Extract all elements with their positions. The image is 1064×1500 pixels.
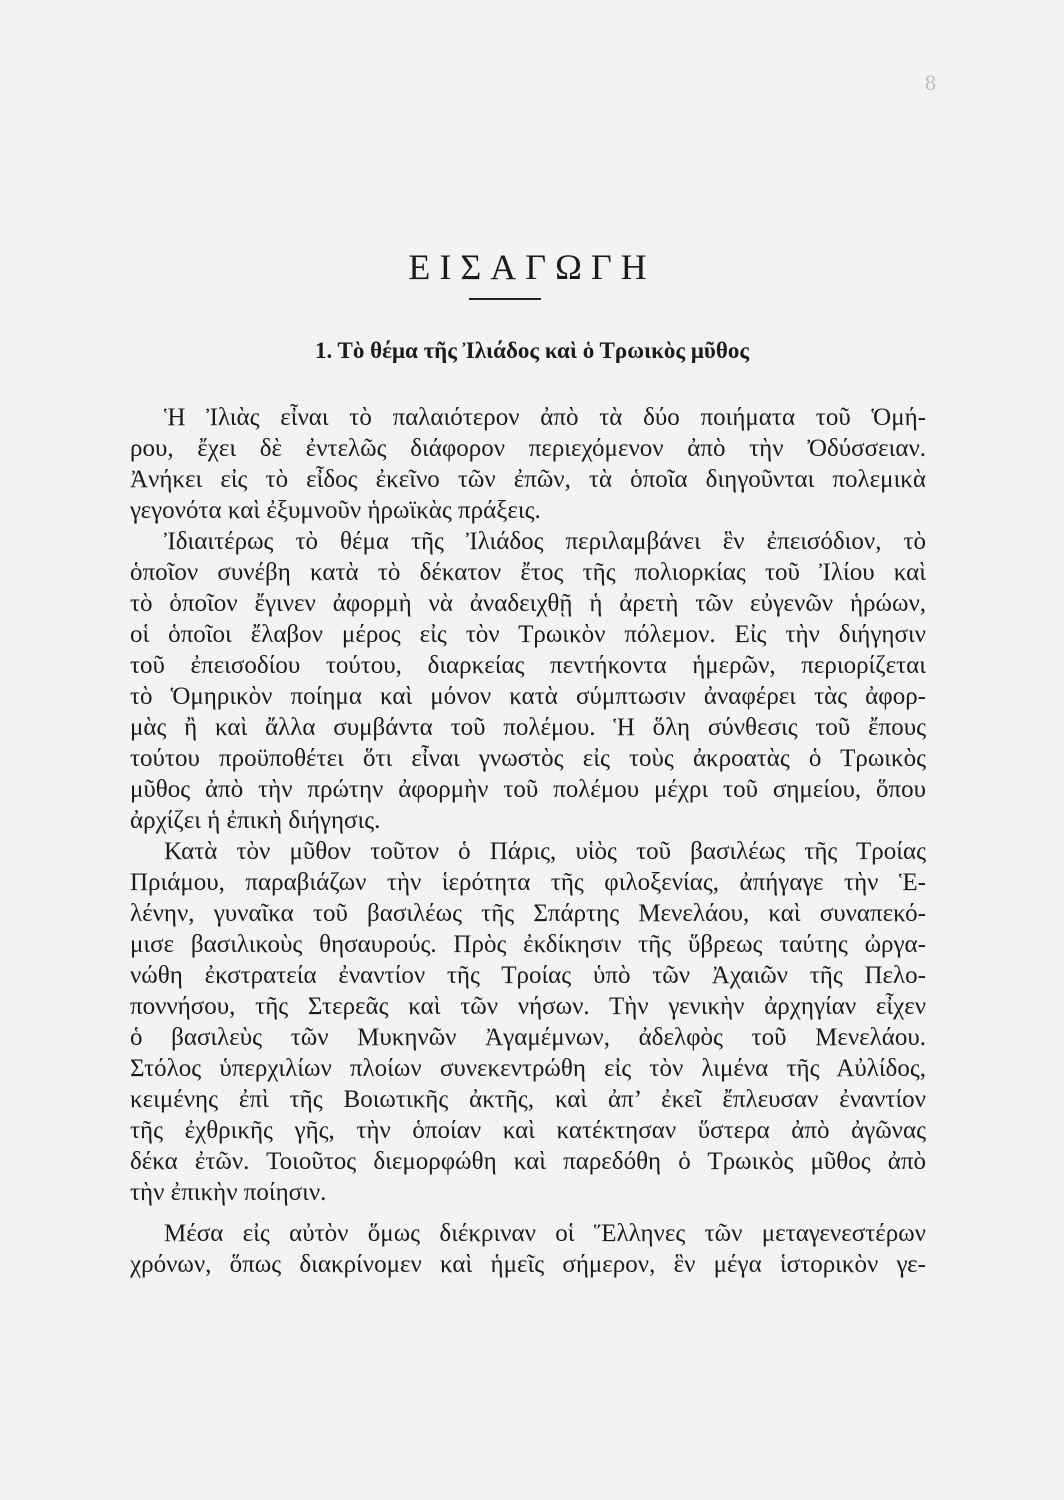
text-line: ἀρχίζει ἡ ἐπικὴ διήγησις. (130, 807, 381, 834)
text-line: τῆς ἐχθρικῆς γῆς, τὴν ὁποίαν καὶ κατέκτησαν ὕστερα ἀπὸ ἀγῶνας (130, 1117, 926, 1144)
text-line: Μέσα εἰς αὐτὸν ὅμως διέκριναν οἱ Ἕλληνες τῶν μεταγενεστέρων (164, 1220, 926, 1247)
text-line: Ἀνήκει εἰς τὸ εἶδος ἐκεῖνο τῶν ἐπῶν, τὰ ὁποῖα διηγοῦνται πολεμικὰ (130, 466, 926, 493)
section-title: 1. Τὸ θέμα τῆς Ἰλιάδος καὶ ὁ Τρωικὸς μῦθος (314, 338, 750, 363)
text-line: λένην, γυναῖκα τοῦ βασιλέως τῆς Σπάρτης Μενελάου, καὶ συναπεκό- (130, 900, 926, 927)
paragraph-4 (130, 1218, 926, 1280)
text-line: οἱ ὁποῖοι ἔλαβον μέρος εἰς τὸν Τρωικὸν πόλεμον. Εἰς τὴν διήγησιν (130, 621, 926, 648)
text-line: μισε βασιλικοὺς θησαυρούς. Πρὸς ἐκδίκησιν τῆς ὕβρεως ταύτης ὠργα- (130, 931, 926, 958)
text-line: ποννήσου, τῆς Στερεᾶς καὶ τῶν νήσων. Τὴν γενικὴν ἀρχηγίαν εἶχεν (130, 993, 926, 1020)
text-line: ρου, ἔχει δὲ ἐντελῶς διάφορον περιεχόμενον ἀπὸ τὴν Ὀδύσσειαν. (130, 435, 926, 462)
paragraph-3 (130, 836, 926, 1208)
text-line: Στόλος ὑπερχιλίων πλοίων συνεκεντρώθη εἰς τὸν λιμένα τῆς Αὐλίδος, (130, 1055, 926, 1082)
page-number: 8 (925, 70, 936, 95)
text-line: μὰς ἢ καὶ ἄλλα συμβάντα τοῦ πολέμου. Ἡ ὅλη σύνθεσις τοῦ ἔπους (130, 714, 926, 741)
text-line: μῦθος ἀπὸ τὴν πρώτην ἀφορμὴν τοῦ πολέμου μέχρι τοῦ σημείου, ὅπου (130, 776, 926, 803)
text-line: Κατὰ τὸν μῦθον τοῦτον ὁ Πάρις, υἱὸς τοῦ βασιλέως τῆς Τροίας (164, 838, 926, 865)
text-line: νώθη ἐκστρατεία ἐναντίον τῆς Τροίας ὑπὸ τῶν Ἀχαιῶν τῆς Πελο- (130, 962, 926, 989)
paragraph-2 (130, 526, 926, 836)
text-line: τὸ Ὁμηρικὸν ποίημα καὶ μόνον κατὰ σύμπτωσιν ἀναφέρει τὰς ἀφορ- (130, 683, 926, 710)
text-line: Ἰδιαιτέρως τὸ θέμα τῆς Ἰλιάδος περιλαμβάνει ἓν ἐπεισόδιον, τὸ (164, 528, 926, 555)
body-text (130, 402, 926, 1280)
text-line: κειμένης ἐπὶ τῆς Βοιωτικῆς ἀκτῆς, καὶ ἀπ’ ἐκεῖ ἔπλευσαν ἐναντίον (130, 1086, 926, 1113)
paragraph-1 (130, 402, 926, 526)
text-line: δέκα ἐτῶν. Τοιοῦτος διεμορφώθη καὶ παρεδόθη ὁ Τρωικὸς μῦθος ἀπὸ (130, 1148, 926, 1175)
text-line: Ἡ Ἰλιὰς εἶναι τὸ παλαιότερον ἀπὸ τὰ δύο ποιήματα τοῦ Ὁμή- (164, 404, 926, 431)
text-line: τὸ ὁποῖον ἔγινεν ἀφορμὴ νὰ ἀναδειχθῇ ἡ ἀρετὴ τῶν εὐγενῶν ἡρώων, (130, 590, 926, 617)
text-line: τὴν ἐπικὴν ποίησιν. (130, 1179, 327, 1206)
title-rule (469, 298, 541, 300)
text-line: γεγονότα καὶ ἐξυμνοῦν ἡρωϊκὰς πράξεις. (130, 497, 541, 524)
text-line: ὁποῖον συνέβη κατὰ τὸ δέκατον ἔτος τῆς πολιορκίας τοῦ Ἰλίου καὶ (130, 559, 926, 586)
text-line: τοῦ ἐπεισοδίου τούτου, διαρκείας πεντήκοντα ἡμερῶν, περιορίζεται (130, 652, 926, 679)
text-line: χρόνων, ὅπως διακρίνομεν καὶ ἡμεῖς σήμερον, ἓν μέγα ἱστορικὸν γε- (130, 1251, 926, 1278)
text-line: ὁ βασιλεὺς τῶν Μυκηνῶν Ἀγαμέμνων, ἀδελφὸς τοῦ Μενελάου. (130, 1024, 926, 1051)
text-line: Πριάμου, παραβιάζων τὴν ἱερότητα τῆς φιλοξενίας, ἀπήγαγε τὴν Ἑ- (130, 869, 926, 896)
chapter-title: ΕΙΣΑΓΩΓΗ (408, 247, 656, 287)
text-line: τούτου προϋποθέτει ὅτι εἶναι γνωστὸς εἰς τοὺς ἀκροατὰς ὁ Τρωικὸς (130, 745, 926, 772)
